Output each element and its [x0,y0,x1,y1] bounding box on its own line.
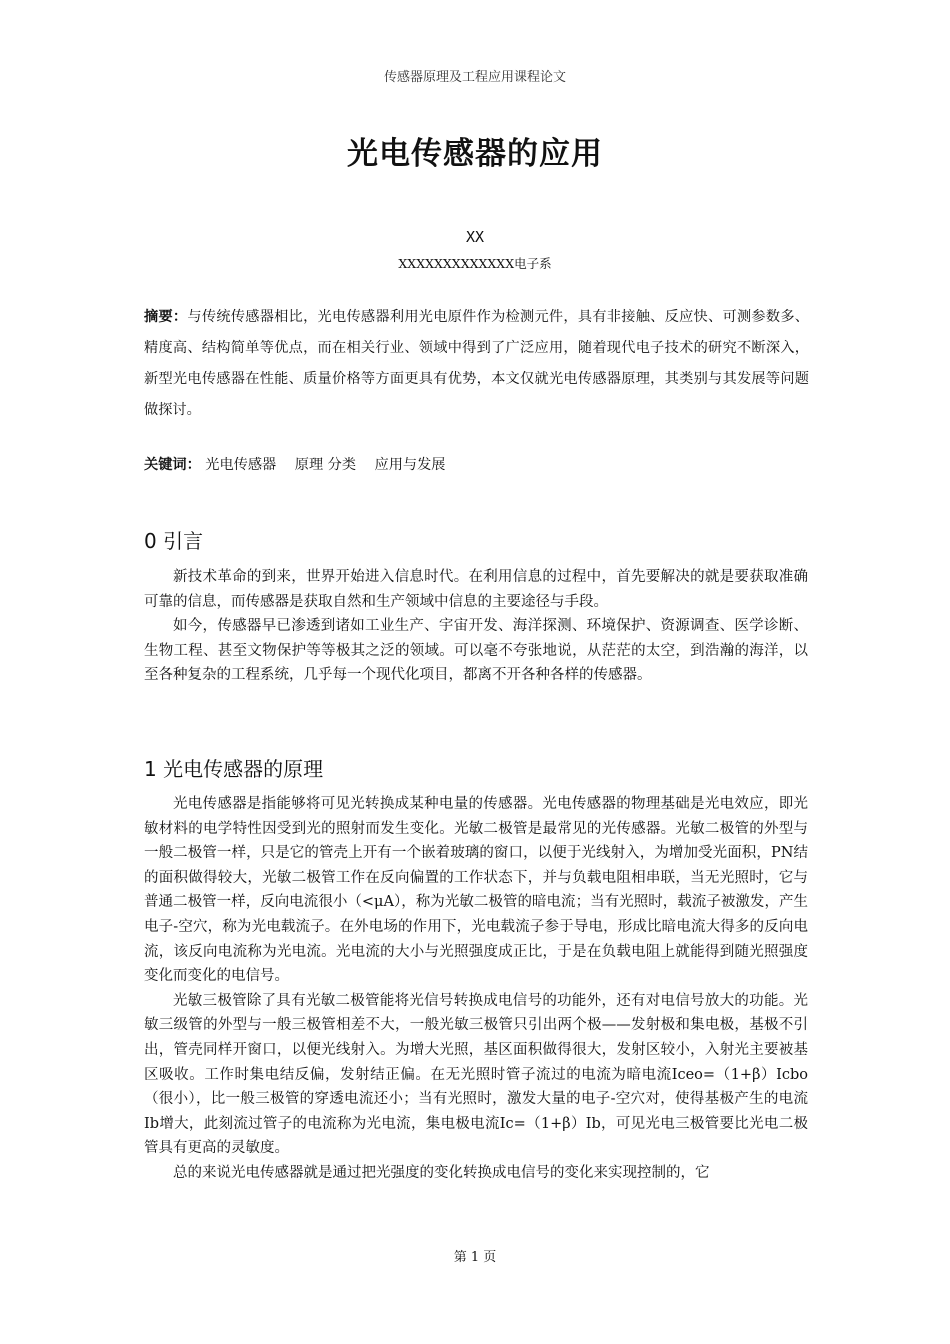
paragraph: 光电传感器是指能够将可见光转换成某种电量的传感器。光电传感器的物理基础是光电效应，即光敏材料的电学特性因受到光的照射而发生变化。光敏二极管是最常见的光传感器。光敏二极管的外型与一般二极管一样，只是它的管壳上开有一个嵌着玻璃的窗口，以便于光线射入，为增加受光面积，PN结的面积做得较大，光敏二极管工作在反向偏置的工作状态下，并与负载电阻相串联，当无光照时，它与普通二极管一样，反向电流很小（<μA），称为光敏二极管的暗电流；当有光照时，载流子被激发，产生电子-空穴，称为光电载流子。在外电场的作用下，光电载流子参于导电，形成比暗电流大得多的反向电流，该反向电流称为光电流。光电流的大小与光照强度成正比，于是在负载电阻上就能得到随光照强度变化而变化的电信号。 [144,796,808,985]
keywords-block [144,454,809,474]
abstract-block [144,302,809,426]
section-heading-introduction: 0 引言 [144,529,204,553]
keyword-item: 应用与发展 [374,457,446,473]
paragraph: 光敏三极管除了具有光敏二极管能将光信号转换成电信号的功能外，还有对电信号放大的功能。光敏三级管的外型与一般三极管相差不大，一般光敏三极管只引出两个极——发射极和集电极，基极不引出，管壳同样开窗口，以便光线射入。为增大光照，基区面积做得很大，发射区较小，入射光主要被基区吸收。工作时集电结反偏，发射结正偏。在无光照时管子流过的电流为暗电流Iceo=（1+β）Icbo（很小），比一般三极管的穿透电流还小；当有光照时，激发大量的电子-空穴对，使得基极产生的电流Ib增大，此刻流过管子的电流称为光电流，集电极电流Ic=（1+β）Ib，可见光电三极管要比光电二极管具有更高的灵敏度。 [144,992,808,1157]
section-heading-principle: 1 光电传感器的原理 [144,757,324,781]
author-affiliation: XXXXXXXXXXXXX电子系 [398,256,552,271]
running-header: 传感器原理及工程应用课程论文 [383,70,566,85]
paragraph: 总的来说光电传感器就是通过把光强度的变化转换成电信号的变化来实现控制的，它 [173,1164,710,1181]
author-name: XX [465,228,485,246]
paragraph: 如今，传感器早已渗透到诸如工业生产、宇宙开发、海洋探测、环境保护、资源调查、医学诊断、生物工程、甚至文物保护等等极其之泛的领域。可以毫不夸张地说，从茫茫的太空，到浩瀚的海洋，以至各种复杂的工程系统，几乎每一个现代化项目，都离不开各种各样的传感器。 [144,618,808,684]
page-number: 第 1 页 [453,1250,497,1265]
section-body-principle [144,792,808,1186]
abstract-text: 与传统传感器相比，光电传感器利用光电原件作为检测元件，具有非接触、反应快、可测参数多、精度高、结构简单等优点，而在相关行业、领域中得到了广泛应用，随着现代电子技术的研究不断深入，新型光电传感器在性能、质量价格等方面更具有优势，本文仅就光电传感器原理，其类别与其发展等问题做探讨。 [144,309,809,418]
section-body-introduction [144,565,808,688]
paper-title: 光电传感器的应用 [347,136,603,172]
keyword-item: 光电传感器 [205,457,277,473]
abstract-label: 摘要： [144,309,188,325]
keywords-label: 关键词： [144,457,201,473]
keyword-item: 原理 分类 [294,457,357,473]
paragraph: 新技术革命的到来，世界开始进入信息时代。在利用信息的过程中，首先要解决的就是要获取准确可靠的信息，而传感器是获取自然和生产领域中信息的主要途径与手段。 [144,569,808,610]
